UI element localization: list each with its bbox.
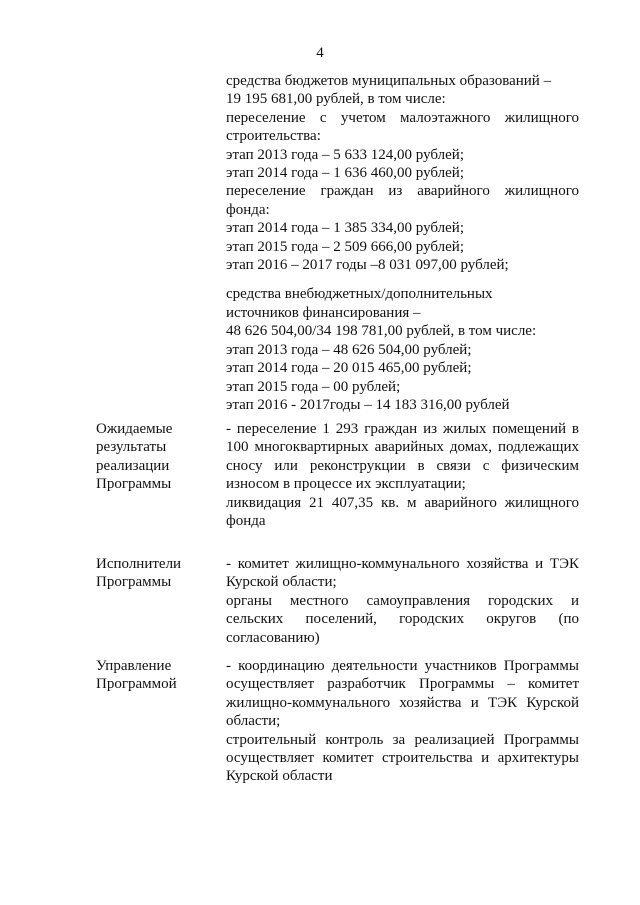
funding-line: фонда: — [226, 201, 270, 218]
management-line: осуществляет комитет строительства и архитектуры — [226, 750, 579, 767]
extra-funding-line: этап 2016 - 2017годы – 14 183 316,00 рублей — [226, 396, 510, 413]
results-line: ликвидация 21 407,35 кв. м аварийного жилищного — [226, 494, 579, 511]
extra-funding-line: средства внебюджетных/дополнительных — [226, 286, 493, 303]
funding-line: переселение граждан из аварийного жилищного — [226, 183, 579, 200]
executors-line: органы местного самоуправления городских и — [226, 592, 579, 609]
management-section — [226, 657, 579, 786]
executors-section — [226, 555, 579, 647]
executors-line: - комитет жилищно-коммунального хозяйства и ТЭК — [226, 556, 579, 572]
results-line: - переселение 1 293 граждан из жилых помещений в — [226, 421, 579, 437]
extra-funding-line: 48 626 504,00/34 198 781,00 рублей, в том числе: — [226, 323, 537, 340]
executors-line: Курской области; — [226, 574, 337, 591]
funding-line: строительства: — [226, 128, 321, 145]
management-line: Курской области — [226, 768, 333, 785]
extra-funding-line: этап 2013 года – 48 626 504,00 рублей; — [226, 341, 472, 358]
funding-line: 19 195 681,00 рублей, в том числе: — [226, 91, 446, 108]
funding-line: этап 2014 года – 1 636 460,00 рублей; — [226, 165, 465, 182]
management-line: строительный контроль за реализацией Программы — [226, 731, 579, 748]
results-line: 100 многоквартирных аварийных домах, подлежащих — [226, 439, 579, 456]
funding-line: этап 2016 – 2017 годы –8 031 097,00 рублей; — [226, 257, 509, 274]
extra-funding-line: этап 2014 года – 20 015 465,00 рублей; — [226, 360, 472, 377]
funding-line: этап 2014 года – 1 385 334,00 рублей; — [226, 220, 465, 237]
management-line: жилищно-коммунального хозяйства и ТЭК Курской — [226, 694, 579, 711]
results-label-line: результаты — [96, 439, 167, 456]
results-label-line: Программы — [96, 476, 172, 493]
executors-label — [96, 555, 211, 592]
executors-line: согласованию) — [226, 629, 320, 646]
funding-line: переселение с учетом малоэтажного жилищного — [226, 109, 579, 126]
executors-label-line: Программы — [96, 574, 172, 591]
funding-section — [226, 72, 579, 414]
results-line: сносу или реконструкции в связи с физическим — [226, 457, 579, 474]
results-label-line: Ожидаемые — [96, 421, 173, 437]
executors-label-line: Исполнители — [96, 556, 182, 572]
extra-funding-line: источников финансирования – — [226, 304, 421, 321]
results-section — [226, 420, 579, 530]
extra-funding-line: этап 2015 года – 00 рублей; — [226, 378, 401, 395]
results-line: фонда — [226, 513, 266, 530]
management-line: осуществляет разработчик Программы – комитет — [226, 676, 579, 693]
management-line: области; — [226, 713, 281, 730]
management-label — [96, 657, 211, 694]
funding-line: средства бюджетов муниципальных образований – — [226, 73, 552, 89]
executors-line: сельских поселений, городских округов (по — [226, 611, 579, 628]
funding-line: этап 2015 года – 2 509 666,00 рублей; — [226, 238, 465, 255]
management-line: - координацию деятельности участников Программы — [226, 658, 579, 674]
results-line: износом в процессе их эксплуатации; — [226, 476, 466, 493]
page-number: 4 — [316, 45, 324, 61]
funding-line: этап 2013 года – 5 633 124,00 рублей; — [226, 146, 465, 163]
management-label-line: Программой — [96, 676, 177, 693]
results-label-line: реализации — [96, 457, 170, 474]
results-label — [96, 420, 211, 494]
management-label-line: Управление — [96, 658, 172, 674]
